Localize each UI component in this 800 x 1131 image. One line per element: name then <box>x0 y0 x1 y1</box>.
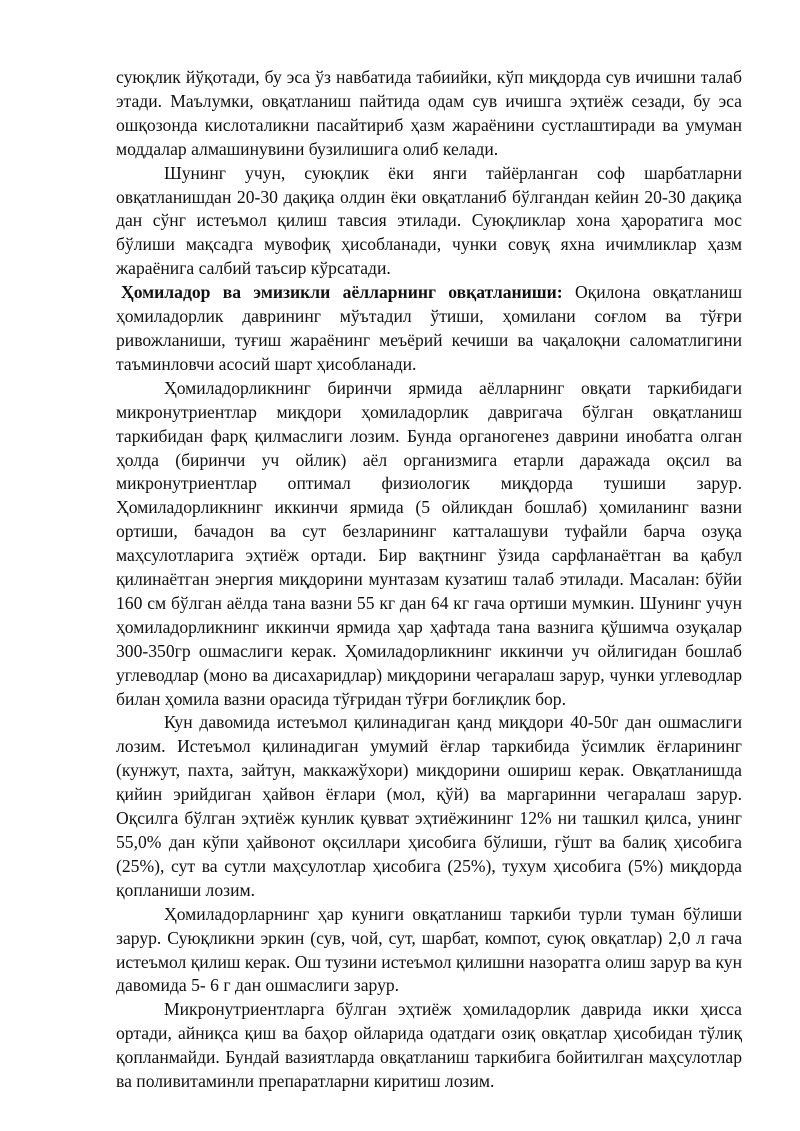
paragraph-micronutrients: Микронутриентларга бўлган эҳтиёж ҳомиладорлик даврида икки ҳисса ортади, айниқса қиш ва баҳор ойларида одатдаги озиқ овқатлар ҳисобидан тўлиқ қопланмайди. Бундай вазиятларда овқатланиш таркибига бойитилган маҳсулотлар ва поливитаминли препаратларни киритиш лозим. <box>116 999 742 1092</box>
paragraph-pregnant-nutrition <box>116 281 742 377</box>
paragraph-daily-diet: Ҳомиладорларнинг ҳар куниги овқатланиш таркиби турли туман бўлиши зарур. Суюқликни эркин (сув, чой, сут, шарбат, компот, суюқ овқатлар) 2,0 л гача истеъмол қилиш керак. Ош тузини истеъмол қилишни назоратга олиш зарур ва кун давомида 5- 6 г дан ошмаслиги зарур. <box>116 903 742 996</box>
paragraph-first-half-pregnancy: Ҳомиладорликнинг биринчи ярмида аёлларнинг овқати таркибидаги микронутриентлар миқдори ҳомиладорлик давригача бўлган овқатланиш таркибидан фарқ қилмаслиги лозим. Бунда органогенез даврини инобатга олган ҳолда (биринчи уч ойлик) аёл организмига етарли даражада оқсил ва микронутриентлар оптимал физиологик миқдорда тушиши зарур. Ҳомиладорликнинг иккинчи ярмида (5 ойликдан бошлаб) ҳомиланинг вазни ортиши, бачадон ва сут безларининг катталашуви туфайли барча озуқа маҳсулотларига эҳтиёж ортади. Бир вақтнинг ўзида сарфланаётган ва қабул қилинаётган энергия миқдорини мунтазам кузатиш талаб этилади. Масалан: бўйи 160 см бўлган аёлда тана вазни 55 кг дан 64 кг гача ортиши мумкин. Шунинг учун ҳомиладорликнинг иккинчи ярмида ҳар ҳафтада тана вазнига қўшимча озуқалар 300-350гр ошмаслиги керак. Ҳомиладорликнинг иккинчи уч ойлигидан бошлаб углеводлар (моно ва дисахаридлар) миқдорини чегаралаш зарур, чунки углеводлар билан ҳомила вазни орасида тўғридан тўғри боғлиқлик бор. <box>116 377 742 709</box>
document-page <box>116 66 742 1094</box>
section-intro-text: Оқилона овқатланиш ҳомиладорлик даврининг мўътадил ўтиши, ҳомилани соғлом ва тўғри ривожланиши, туғиш жараёнинг меъёрий кечиши ва чақалоқни саломатлигини таъминловчи асосий шарт ҳисобланади. <box>116 282 742 374</box>
section-heading: Ҳомиладор ва эмизикли аёлларнинг овқатланиши: <box>121 282 563 303</box>
paragraph-fluid-loss: суюқлик йўқотади, бу эса ўз навбатида табиийки, кўп миқдорда сув ичишни талаб этади. Маълумки, овқатланиш пайтида одам сув ичишга эҳтиёж сезади, бу эса ошқозонда кислоталикни пасайтириб ҳазм жараёнини сустлаштиради ва умуман моддалар алмашинувини бузилишига олиб келади. <box>116 67 742 159</box>
paragraph-juice-timing: Шунинг учун, суюқлик ёки янги тайёрланган соф шарбатларни овқатланишдан 20-30 дақиқа олдин ёки овқатланиб бўлгандан кейин 20-30 дақиқа дан сўнг истеъмол қилиш тавсия этилади. Суюқликлар хона ҳароратига мос бўлиши мақсадга мувофиқ ҳисобланади, чунки совуқ яхна ичимликлар ҳазм жараёнига салбий таъсир кўрсатади. <box>116 162 742 279</box>
paragraph-sugar-fats-protein: Кун давомида истеъмол қилинадиган қанд миқдори 40-50г дан ошмаслиги лозим. Истеъмол қилинадиган умумий ёғлар таркибида ўсимлик ёғларининг (кунжут, пахта, зайтун, маккажўхори) миқдорини ошириш керак. Овқатланишда қийин эрийдиган ҳайвон ёғлари (мол, қўй) ва маргаринни чегаралаш зарур. Оқсилга бўлган эҳтиёж кунлик қувват эҳтиёжининг 12% ни ташкил қилса, унинг 55,0% дан кўпи ҳайвонот оқсиллари ҳисобига бўлиши, гўшт ва балиқ ҳисобига (25%), сут ва сутли маҳсулотлар ҳисобига (25%), тухум ҳисобига (5%) миқдорда қопланиши лозим. <box>116 712 742 900</box>
